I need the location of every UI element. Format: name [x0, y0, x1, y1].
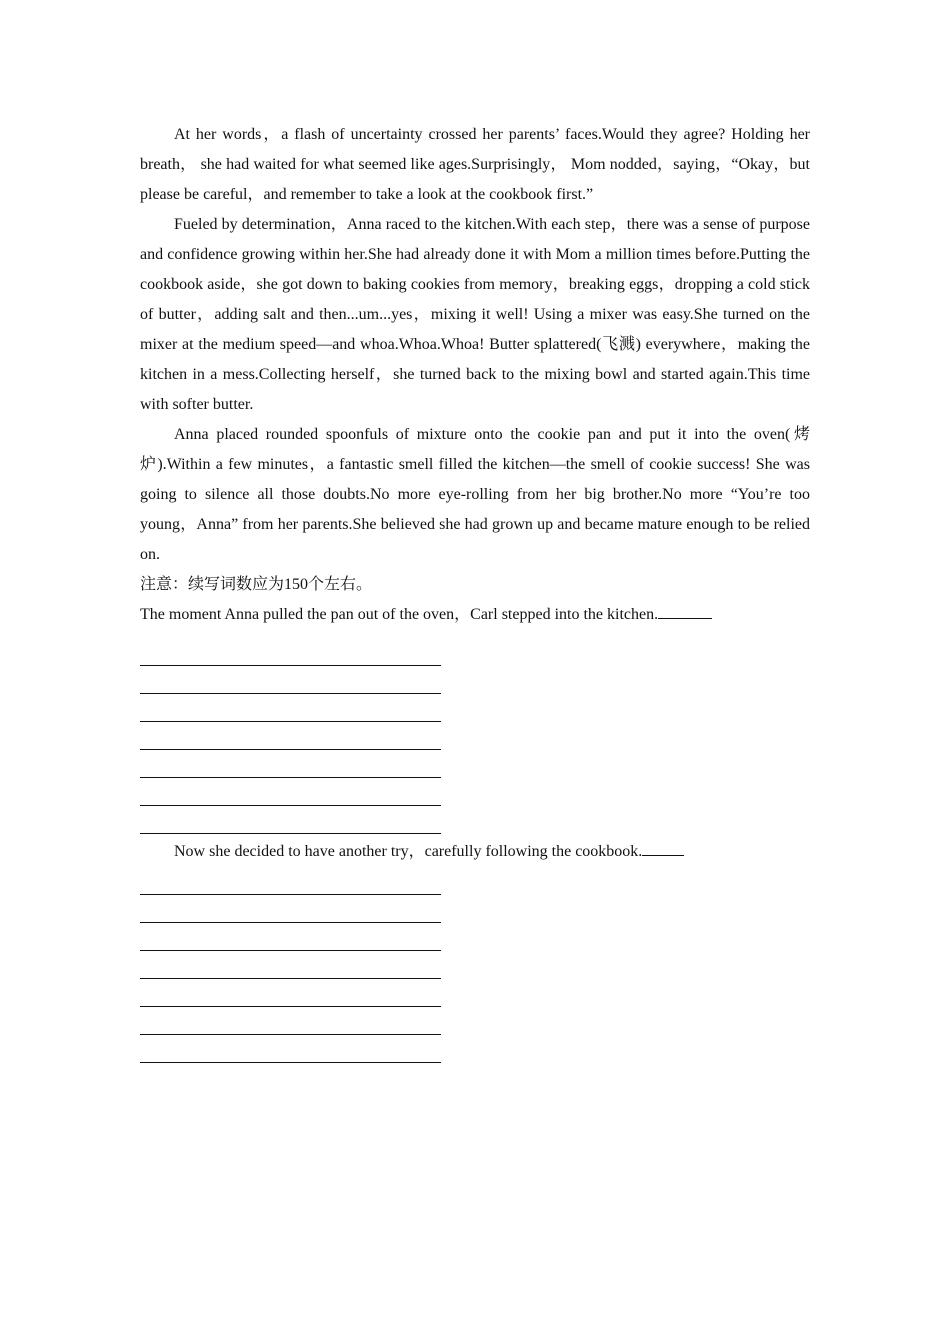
- answer-line[interactable]: [140, 722, 441, 750]
- answer-line[interactable]: [140, 923, 441, 951]
- answer-line[interactable]: [140, 694, 441, 722]
- story-paragraph-2: Fueled by determination，Anna raced to the kitchen.With each step，there was a sense of purpose and confidence growing within her.She had already done it with Mom a million times before.Putting the cookbook aside，she got down to baking cookies from memory，breaking eggs，dropping a cold stick of butter，adding salt and then...um...yes，mixing it well! Using a mixer was easy.She turned on the mixer at the medium speed—and whoa.Whoa.Whoa! Butter splattered(飞溅) everywhere，making the kitchen in a mess.Collecting herself，she turned back to the mixing bowl and started again.This time with softer butter.: [140, 216, 810, 413]
- answer-line[interactable]: [140, 1035, 441, 1063]
- story-paragraph-1: At her words，a flash of uncertainty crossed her parents’ faces.Would they agree? Holding her breath， she had waited for what seemed like ages.Surprisingly， Mom nodded，saying，“Okay，but please be careful，and remember to take a look at the cookbook first.”: [140, 126, 810, 203]
- word-count-note: 注意：续写词数应为150个左右。: [140, 576, 373, 593]
- answer-line[interactable]: [140, 867, 441, 895]
- prompt-2-text: Now she decided to have another try，carefully following the cookbook.: [174, 843, 643, 860]
- story-paragraph-3: Anna placed rounded spoonfuls of mixture onto the cookie pan and put it into the oven(烤炉).Within a few minutes，a fantastic smell filled the kitchen—the smell of cookie success! She was going to silence all those doubts.No more eye-rolling from her big brother.No more “You’re too young，Anna” from her parents.She believed she had grown up and became mature enough to be relied on.: [140, 426, 810, 563]
- answer-line[interactable]: [140, 951, 441, 979]
- continuation-prompt-1: [140, 600, 810, 630]
- continuation-prompt-2: [140, 837, 810, 867]
- answer-line[interactable]: [140, 895, 441, 923]
- answer-line[interactable]: [140, 666, 441, 694]
- answer-line[interactable]: [140, 1007, 441, 1035]
- prompt-2-blank: [642, 837, 684, 856]
- prompt-1-text: The moment Anna pulled the pan out of the oven，Carl stepped into the kitchen.: [140, 606, 659, 623]
- answer-lines-2: [140, 867, 810, 1063]
- answer-line[interactable]: [140, 979, 441, 1007]
- answer-lines-1: [140, 638, 810, 834]
- worksheet-page: [140, 120, 810, 1063]
- answer-line[interactable]: [140, 806, 441, 834]
- answer-line[interactable]: [140, 778, 441, 806]
- answer-line[interactable]: [140, 750, 441, 778]
- answer-line[interactable]: [140, 638, 441, 666]
- prompt-1-blank: [658, 600, 712, 619]
